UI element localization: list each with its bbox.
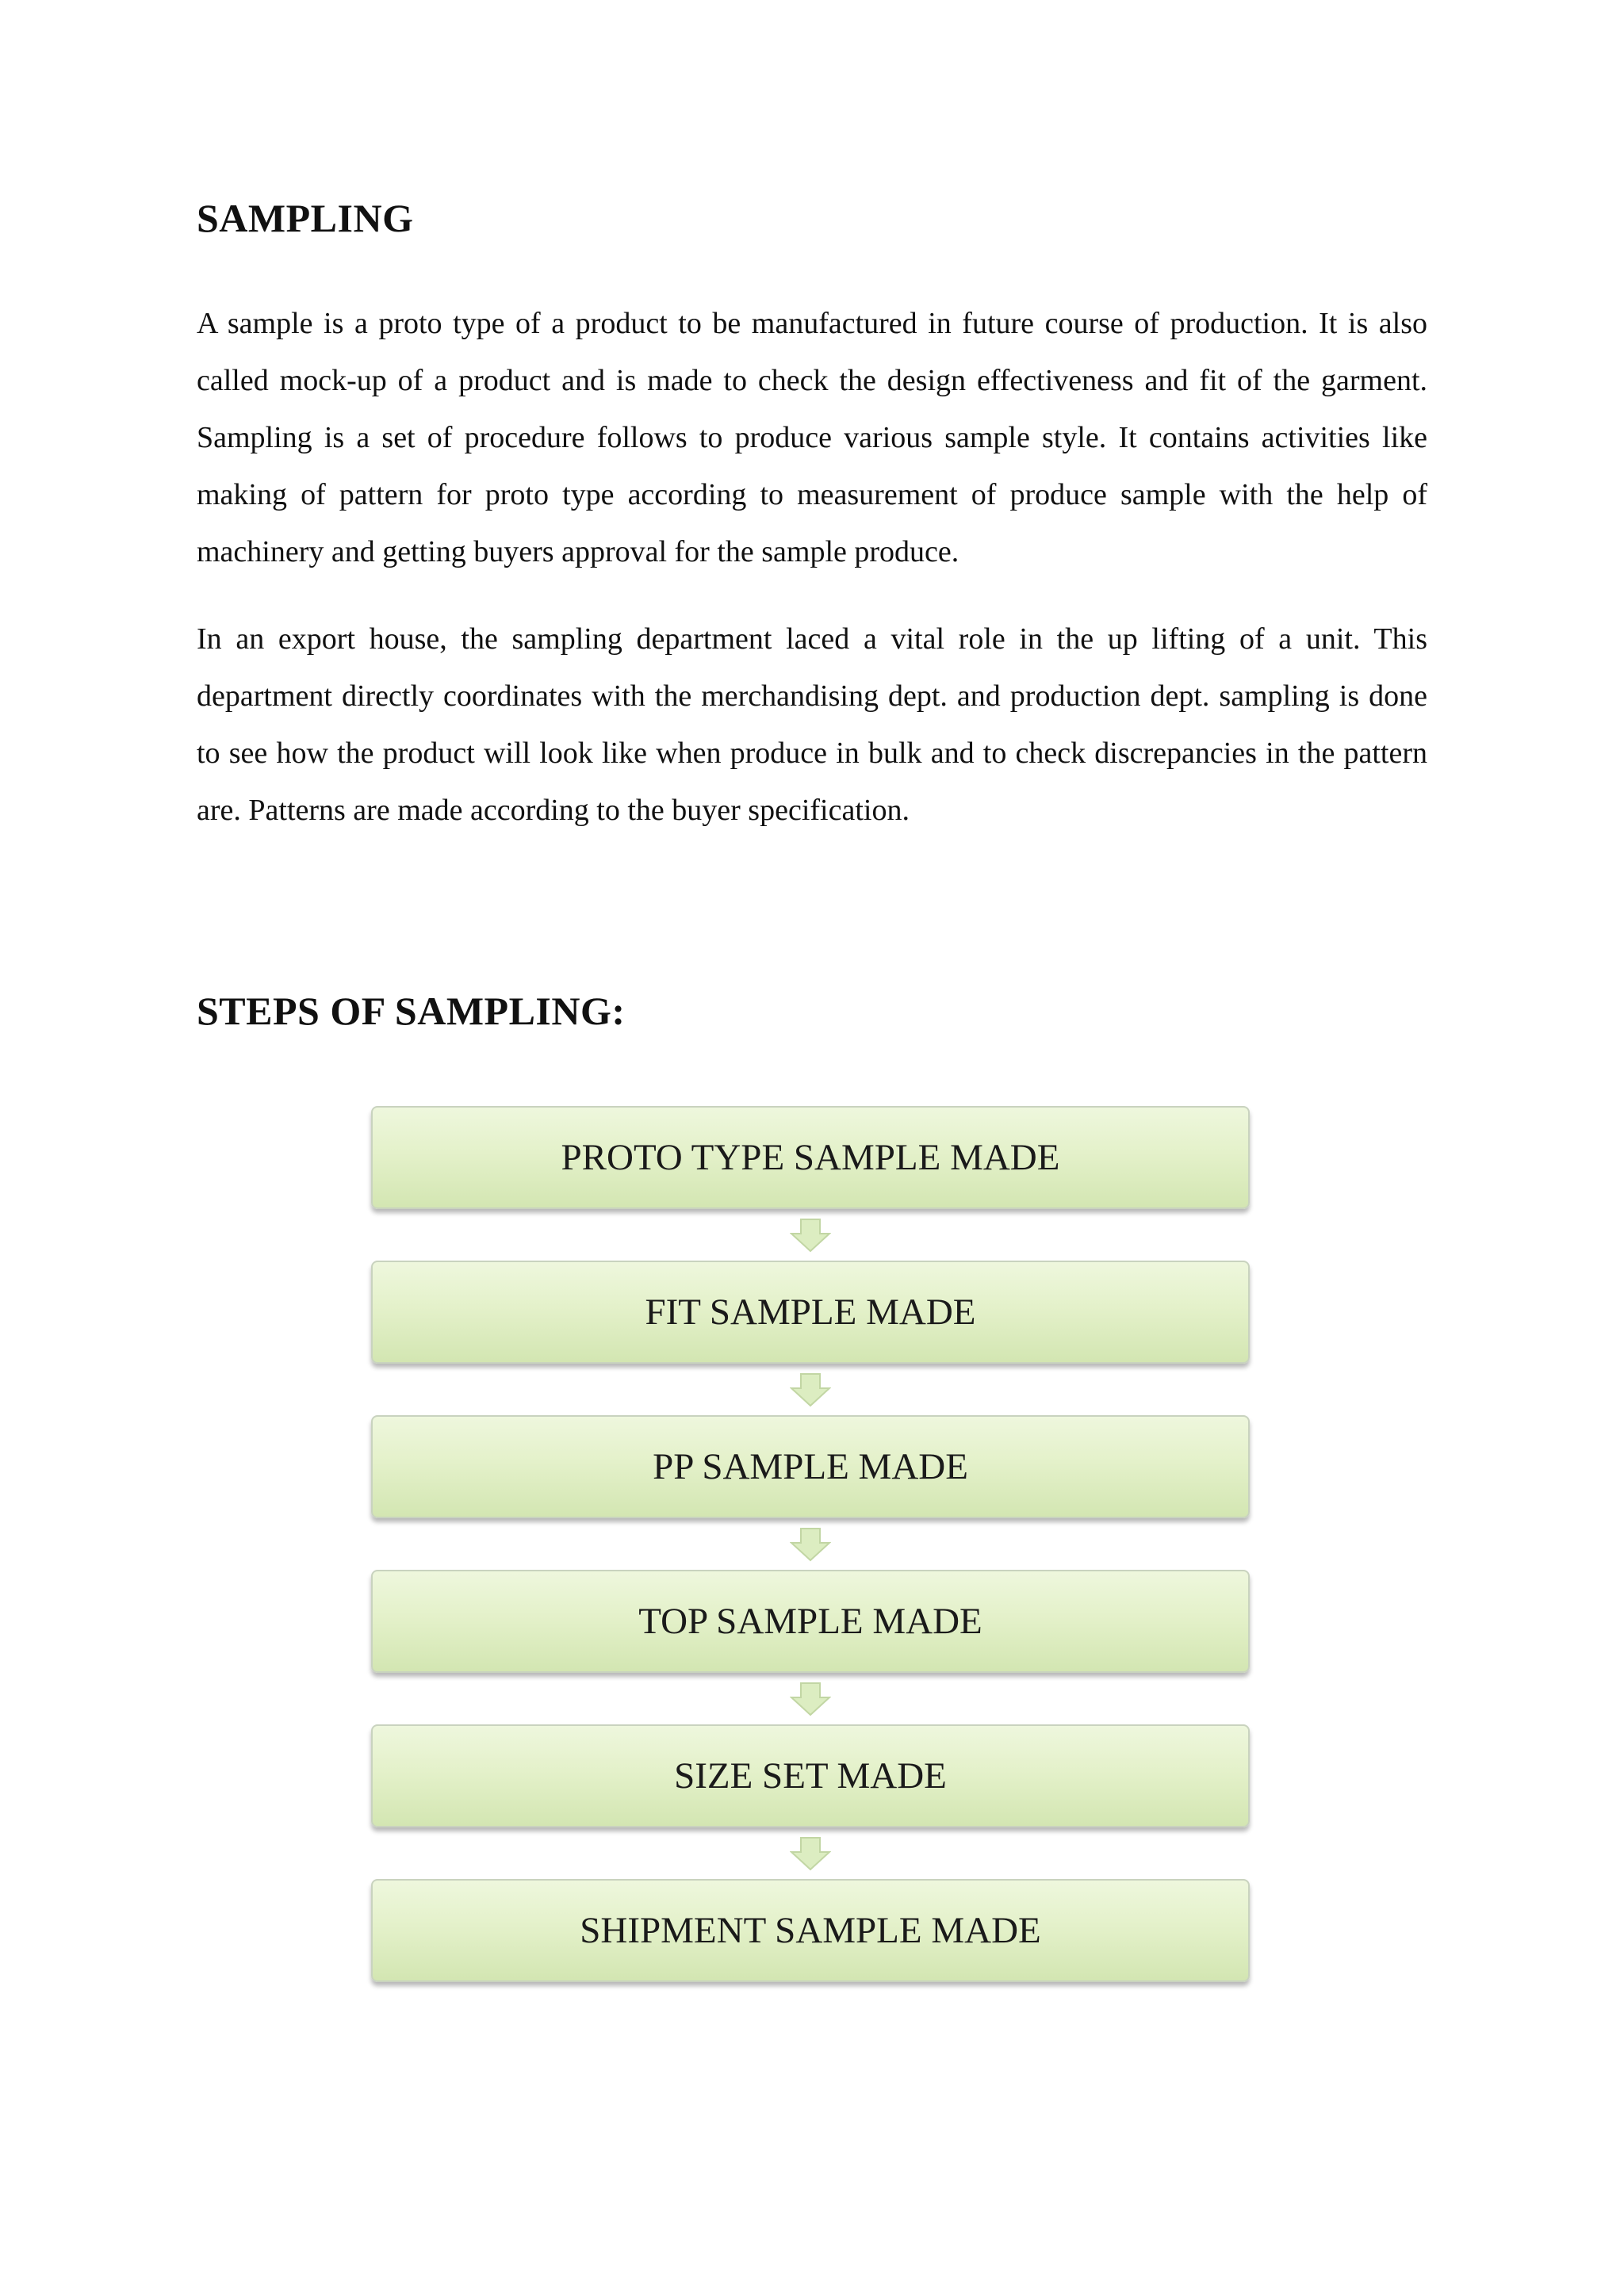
- flow-arrow: [371, 1673, 1250, 1724]
- step-box-top-sample: [371, 1570, 1250, 1673]
- down-arrow-icon: [790, 1836, 831, 1871]
- step-label: SIZE SET MADE: [674, 1755, 947, 1797]
- sampling-paragraph-2: In an export house, the sampling department laced a vital role in the up lifting of a unit. This department directly coordinates with the merchandising dept. and production dept. sampling is done to see how the product will look like when produce in bulk and to check discrepancies in the pattern are. Patterns are made according to the buyer specification.: [197, 622, 1427, 827]
- sampling-paragraph-1: A sample is a proto type of a product to be manufactured in future course of production. It is also called mock-up of a product and is made to check the design effectiveness and fit of the garment. Sampling is a set of procedure follows to produce various sample style. It contains activities like making of pattern for proto type according to measurement of produce sample with the help of machinery and getting buyers approval for the sample produce.: [197, 307, 1427, 568]
- step-label: TOP SAMPLE MADE: [638, 1601, 982, 1642]
- step-box-pp-sample: [371, 1415, 1250, 1518]
- step-box-size-set: [371, 1724, 1250, 1827]
- flow-arrow: [371, 1827, 1250, 1879]
- sampling-steps-flowchart: [371, 1106, 1250, 1982]
- flow-arrow: [371, 1364, 1250, 1415]
- step-label: PP SAMPLE MADE: [653, 1446, 968, 1487]
- step-box-shipment-sample: [371, 1879, 1250, 1982]
- step-label: PROTO TYPE SAMPLE MADE: [561, 1137, 1060, 1178]
- flow-arrow: [371, 1209, 1250, 1261]
- steps-of-sampling-heading: STEPS OF SAMPLING:: [197, 989, 626, 1033]
- step-label: SHIPMENT SAMPLE MADE: [580, 1910, 1041, 1951]
- down-arrow-icon: [790, 1527, 831, 1562]
- sampling-heading: SAMPLING: [197, 196, 414, 240]
- flow-arrow: [371, 1518, 1250, 1570]
- down-arrow-icon: [790, 1682, 831, 1716]
- step-box-proto-type-sample: [371, 1106, 1250, 1209]
- step-box-fit-sample: [371, 1261, 1250, 1364]
- down-arrow-icon: [790, 1218, 831, 1253]
- down-arrow-icon: [790, 1372, 831, 1407]
- step-label: FIT SAMPLE MADE: [645, 1292, 976, 1333]
